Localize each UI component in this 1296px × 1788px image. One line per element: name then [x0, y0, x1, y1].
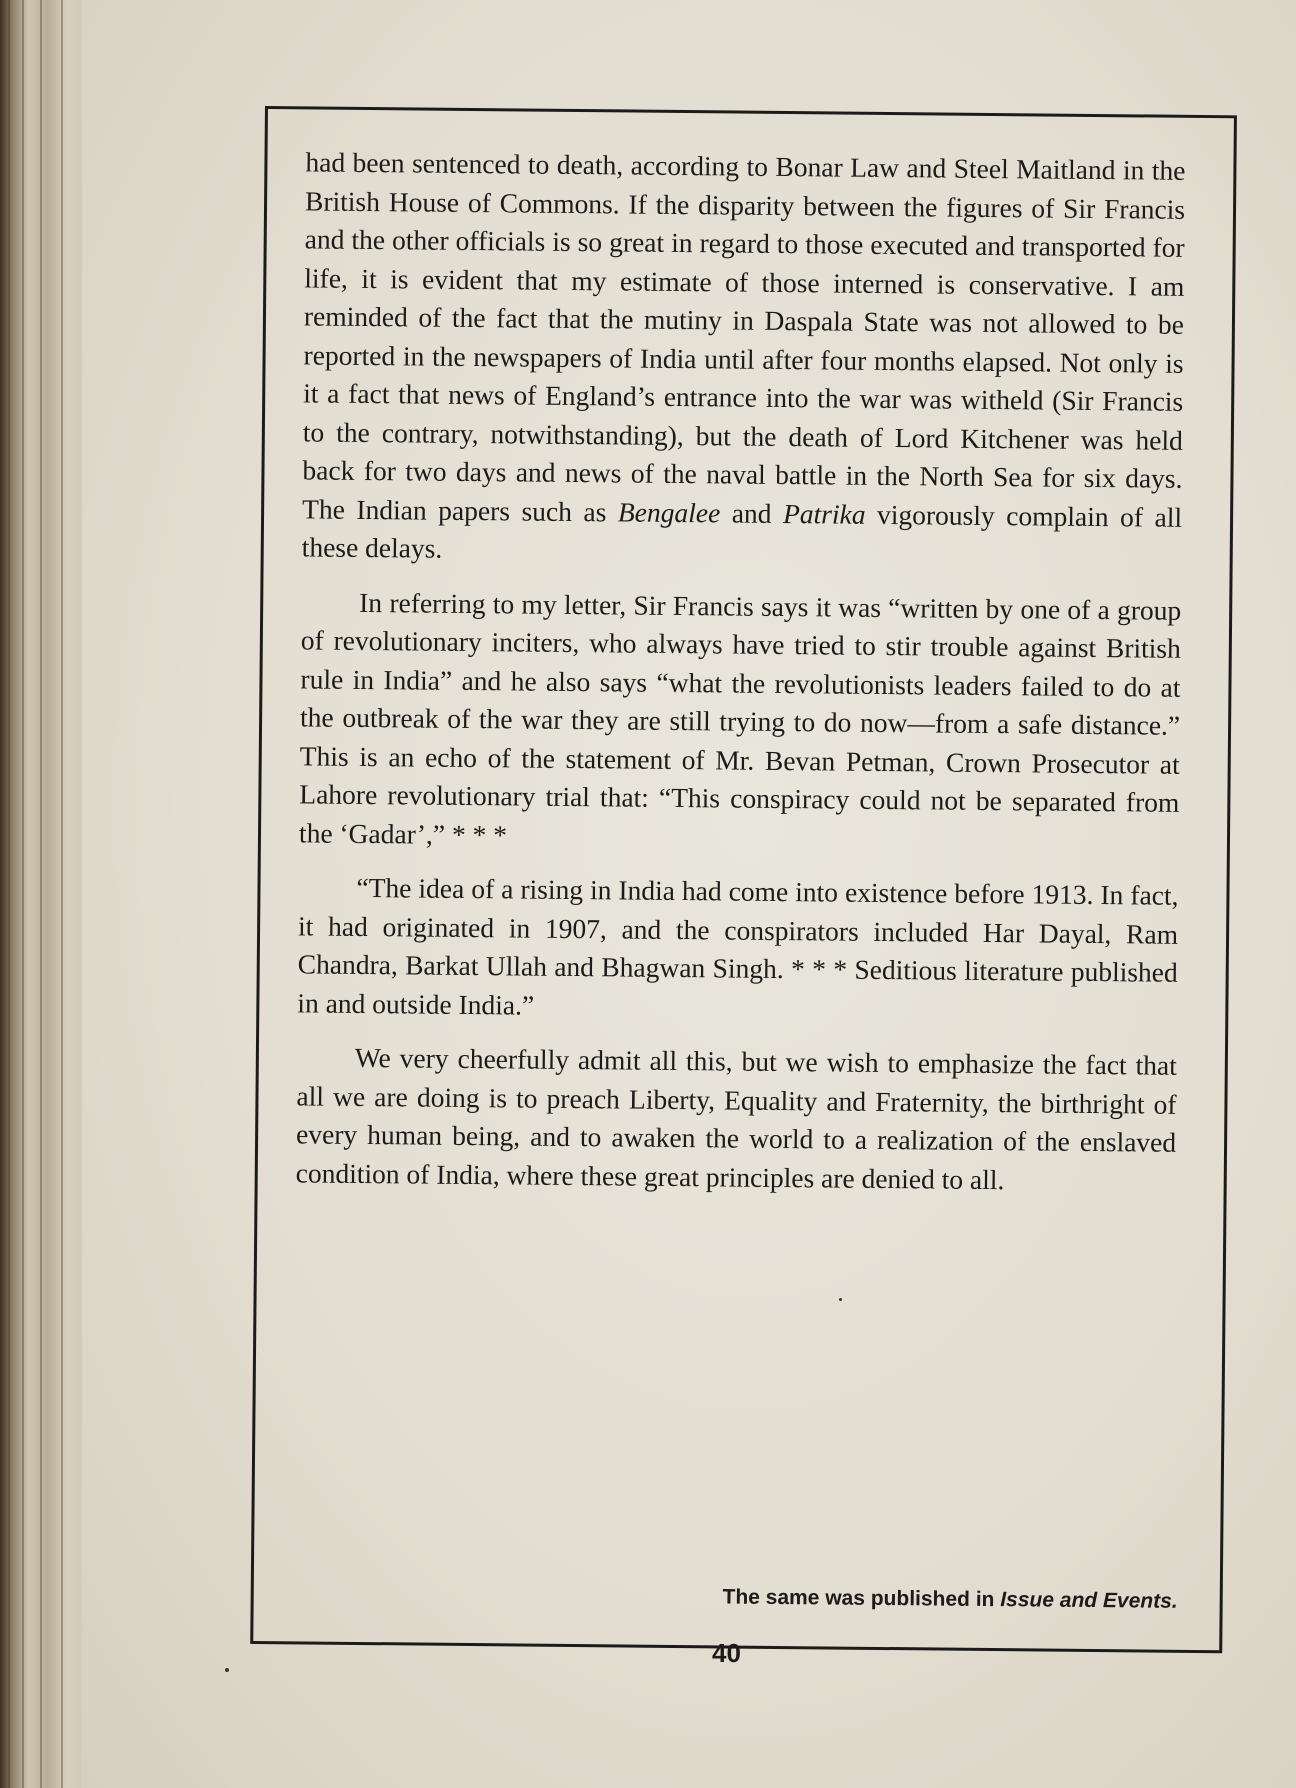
paper-speck: [839, 1298, 842, 1301]
publication-note-prefix: The same was published in: [722, 1585, 1001, 1612]
body-text: [295, 143, 1185, 1216]
book-page: [82, 0, 1296, 1788]
paragraph-1-text: had been sentenced to death, according to Bonar Law and Steel Maitland in the British House of Commons. If the disparity between the figures of Sir Francis and the other officials is so great in regard to those executed and transported for life, it is evident that my estimate of those interned is conservative. I am reminded of the fact that the mutiny in Daspala State was not allowed to be reported in the newspapers of India until after four months elapsed. Not only is it a fact that news of England’s entrance into the war was witheld (Sir Francis to the contrary, notwithstanding), but the death of Lord Kitchener was held back for two days and news of the naval battle in the North Sea for six days. The Indian papers such as: [301, 146, 1186, 527]
paragraph-3-quote: “The idea of a rising in India had come into existence before 1913. In fact, it had originated in 1907, and the conspirators included Har Dayal, Ram Chandra, Barkat Ullah and Bhagwan Singh. * * * Seditious literature published in and outside India.”: [297, 871, 1179, 1021]
publication-name: Issue and Events.: [1000, 1588, 1178, 1613]
page-number: 40: [712, 1638, 741, 1668]
publication-note: [722, 1585, 1177, 1613]
book-page-edges: [0, 0, 95, 1788]
paragraph-1-end: vigorously complain of all these delays.: [301, 498, 1183, 564]
paper-speck: [225, 1668, 229, 1672]
newspaper-name-bengalee: Bengalee: [617, 495, 721, 528]
paragraph-1-mid: and: [720, 496, 784, 529]
text-frame: [250, 106, 1237, 1653]
paragraph-continuation: [302, 143, 1186, 575]
newspaper-name-patrika: Patrika: [782, 497, 866, 530]
paragraph-2: In referring to my letter, Sir Francis says it was “written by one of a group of revolutionary inciters, who always have tried to stir trouble against British rule in India” and he also says “what the revolutionists leaders failed to do at the outbreak of the war they are still trying to do now—from a safe distance.” This is an echo of the statement of Mr. Bevan Petman, Crown Prosecutor at Lahore revolutionary trial that: “This conspiracy could not be separated from the ‘Gadar’,” * * *: [298, 586, 1182, 850]
paragraph-4: We very cheerfully admit all this, but we wish to emphasize the fact that all we are doing is to preach Liberty, Equality and Fraternity, the birthright of every human being, and to awaken the world to a realization of the enslaved condition of India, where these great principles are denied to all.: [295, 1041, 1177, 1195]
